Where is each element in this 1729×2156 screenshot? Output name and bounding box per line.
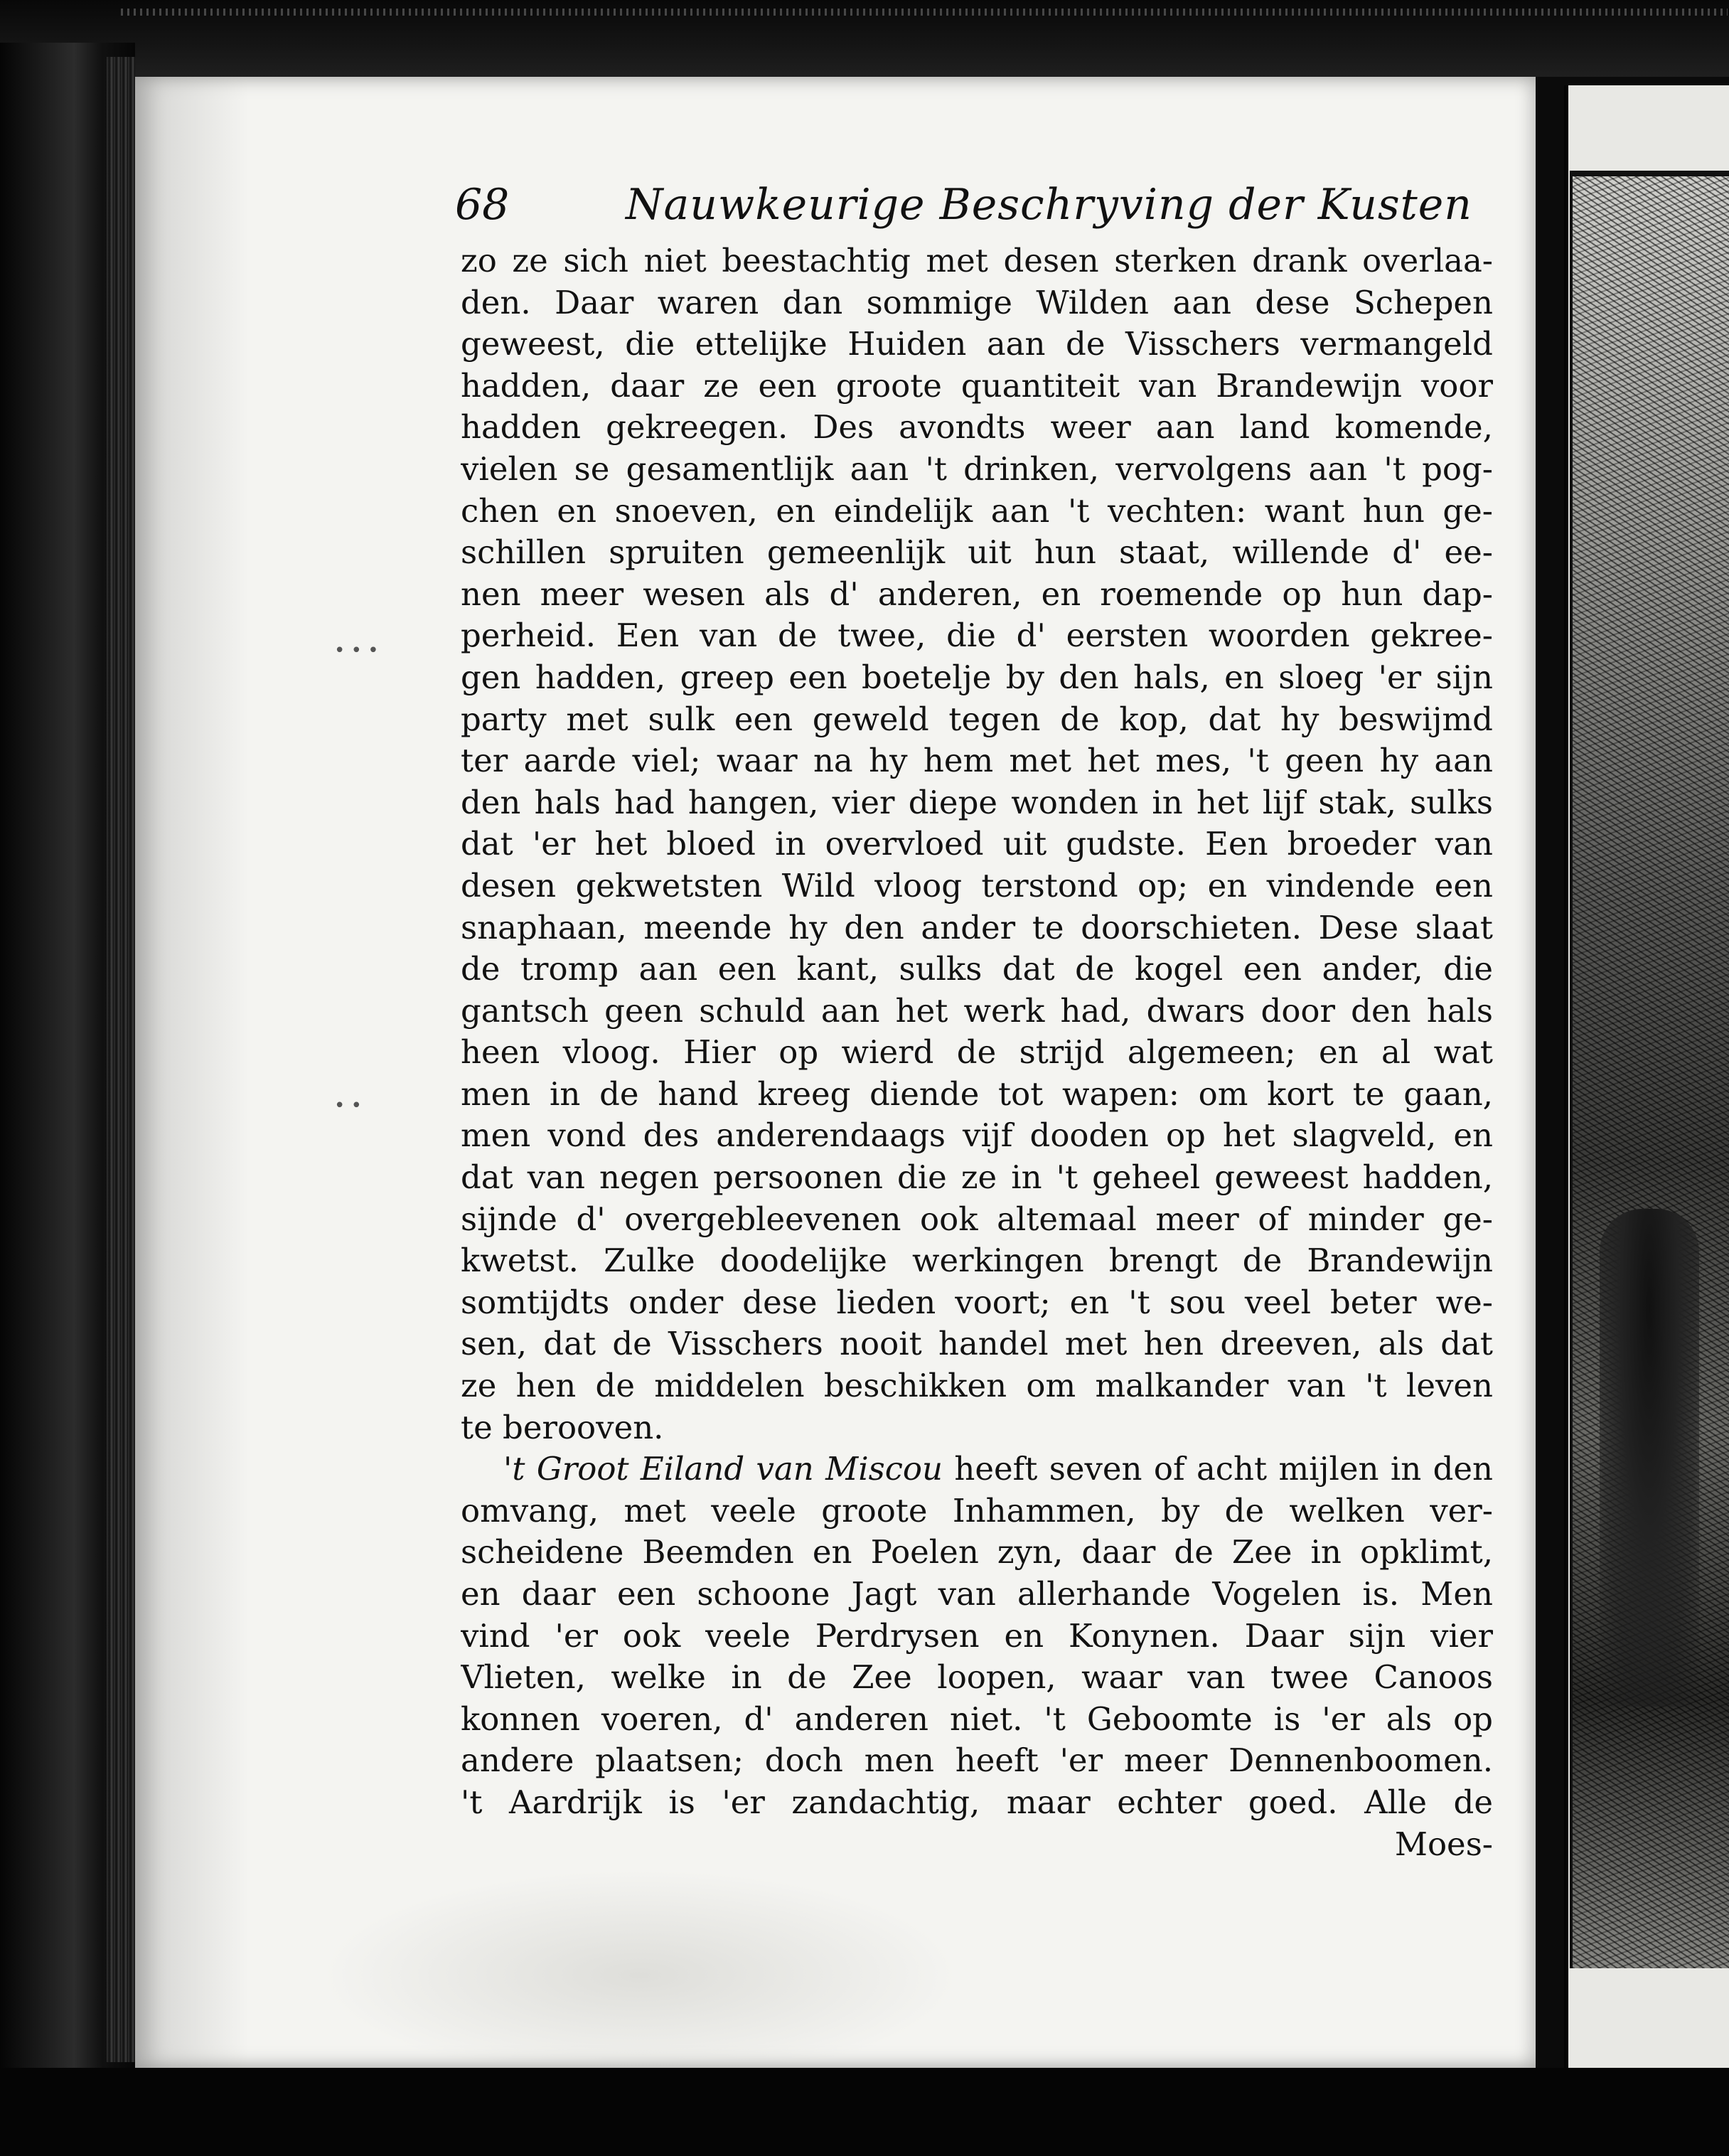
text-line: Vlieten, welke in de Zee loopen, waar van twee Canoos (461, 1658, 1493, 1697)
text-line: den. Daar waren dan sommige Wilden aan dese Schepen (461, 283, 1493, 321)
text-line: perheid. Een van de twee, die d' eersten woorden gekree- (461, 617, 1493, 655)
text-line: kwetst. Zulke doodelijke werkingen brengt de Brandewijn (461, 1242, 1493, 1280)
text-line: de tromp aan een kant, sulks dat de kogel een ander, die (461, 950, 1493, 988)
text-line: men vond des anderendaags vijf dooden op het slagveld, en (461, 1116, 1493, 1155)
catchword: Moes- (1394, 1825, 1493, 1863)
gutter-shadow (135, 77, 249, 2068)
text-line: gantsch geen schuld aan het werk had, dwars door den hals (461, 991, 1493, 1030)
text-line: somtijdts onder dese lieden voort; en 't sou veel beter we- (461, 1283, 1493, 1321)
text-line: desen gekwetsten Wild vloog terstond op; en vindende een (461, 866, 1493, 904)
text-line: konnen voeren, d' anderen niet. 't Geboomte is 'er als op (461, 1699, 1493, 1738)
text-line: dat 'er het bloed in overvloed uit gudste. Een broeder van (461, 825, 1493, 863)
page-number: 68 (455, 180, 510, 230)
running-title: Nauwkeurige Beschryving der Kusten (626, 180, 1472, 230)
page-edges (107, 57, 135, 2062)
running-header (455, 176, 1472, 240)
text-line: ter aarde viel; waar na hy hem met het mes, 't geen hy aan (461, 742, 1493, 780)
text-line: vielen se gesamentlijk aan 't drinken, vervolgens aan 't pog- (461, 449, 1493, 488)
scan-bottom-border (0, 2068, 1729, 2156)
place-name-italic: 't Groot Eiland van Miscou (503, 1450, 943, 1488)
text-line: hadden gekreegen. Des avondts weer aan land komende, (461, 408, 1493, 447)
text-line: heen vloog. Hier op wierd de strijd algemeen; en al wat (461, 1033, 1493, 1072)
text-line: hadden, daar ze een groote quantiteit van Brandewijn voor (461, 366, 1493, 405)
text-line: andere plaatsen; doch men heeft 'er meer Dennenboomen. (461, 1741, 1493, 1780)
text-line: scheidene Beemden en Poelen zyn, daar de Zee in opklimt, (461, 1533, 1493, 1571)
scan-top-dotted-edge (121, 9, 1728, 16)
text-line: te berooven. (461, 1408, 664, 1446)
text-line: sen, dat de Visschers nooit handel met hen dreeven, als dat (461, 1325, 1493, 1363)
text-line: 't Aardrijk is 'er zandachtig, maar echter goed. Alle de (461, 1783, 1493, 1821)
margin-bleed-mark: • • (334, 1095, 362, 1116)
paragraph-2-first-rest: heeft seven of acht mijlen in den (943, 1450, 1493, 1488)
text-line: zo ze sich niet beestachtig met desen sterken drank overlaa- (461, 242, 1493, 279)
text-line: vind 'er ook veele Perdrysen en Konynen. Daar sijn vier (461, 1616, 1493, 1655)
engraving-figure (1600, 1209, 1699, 1707)
text-line: chen en snoeven, en eindelijk aan 't vechten: want hun ge- (461, 491, 1493, 530)
text-line: snaphaan, meende hy den ander te doorschieten. Dese slaat (461, 908, 1493, 946)
text-line: en daar een schoone Jagt van allerhande Vogelen is. Men (461, 1575, 1493, 1613)
text-line: party met sulk een geweld tegen de kop, dat hy beswijmd (461, 700, 1493, 738)
text-line: dat van negen persoonen die ze in 't geheel geweest hadden, (461, 1158, 1493, 1197)
text-line: omvang, met veele groote Inhammen, by de welken ver- (461, 1491, 1493, 1530)
text-line: gen hadden, greep een boetelje by den hals, en sloeg 'er sijn (461, 658, 1493, 696)
text-line: schillen spruiten gemeenlijk uit hun staat, willende d' ee- (461, 533, 1493, 572)
text-line: den hals had hangen, vier diepe wonden in het lijf stak, sulks (461, 783, 1493, 821)
body-text (461, 240, 1493, 1865)
text-line: ze hen de middelen beschikken om malkander van 't leven (461, 1367, 1493, 1405)
text-line: men in de hand kreeg diende tot wapen: om kort te gaan, (461, 1074, 1493, 1113)
text-line: geweest, die ettelijke Huiden aan de Visschers vermangeld (461, 325, 1493, 363)
margin-bleed-mark: • • • (334, 640, 379, 661)
text-line: nen meer wesen als d' anderen, en roemende op hun dap- (461, 575, 1493, 613)
text-line: sijnde d' overgebleevenen ook altemaal meer of minder ge- (461, 1200, 1493, 1238)
page-stain (320, 1869, 960, 2082)
paragraph-2-first-line (461, 1448, 1493, 1490)
